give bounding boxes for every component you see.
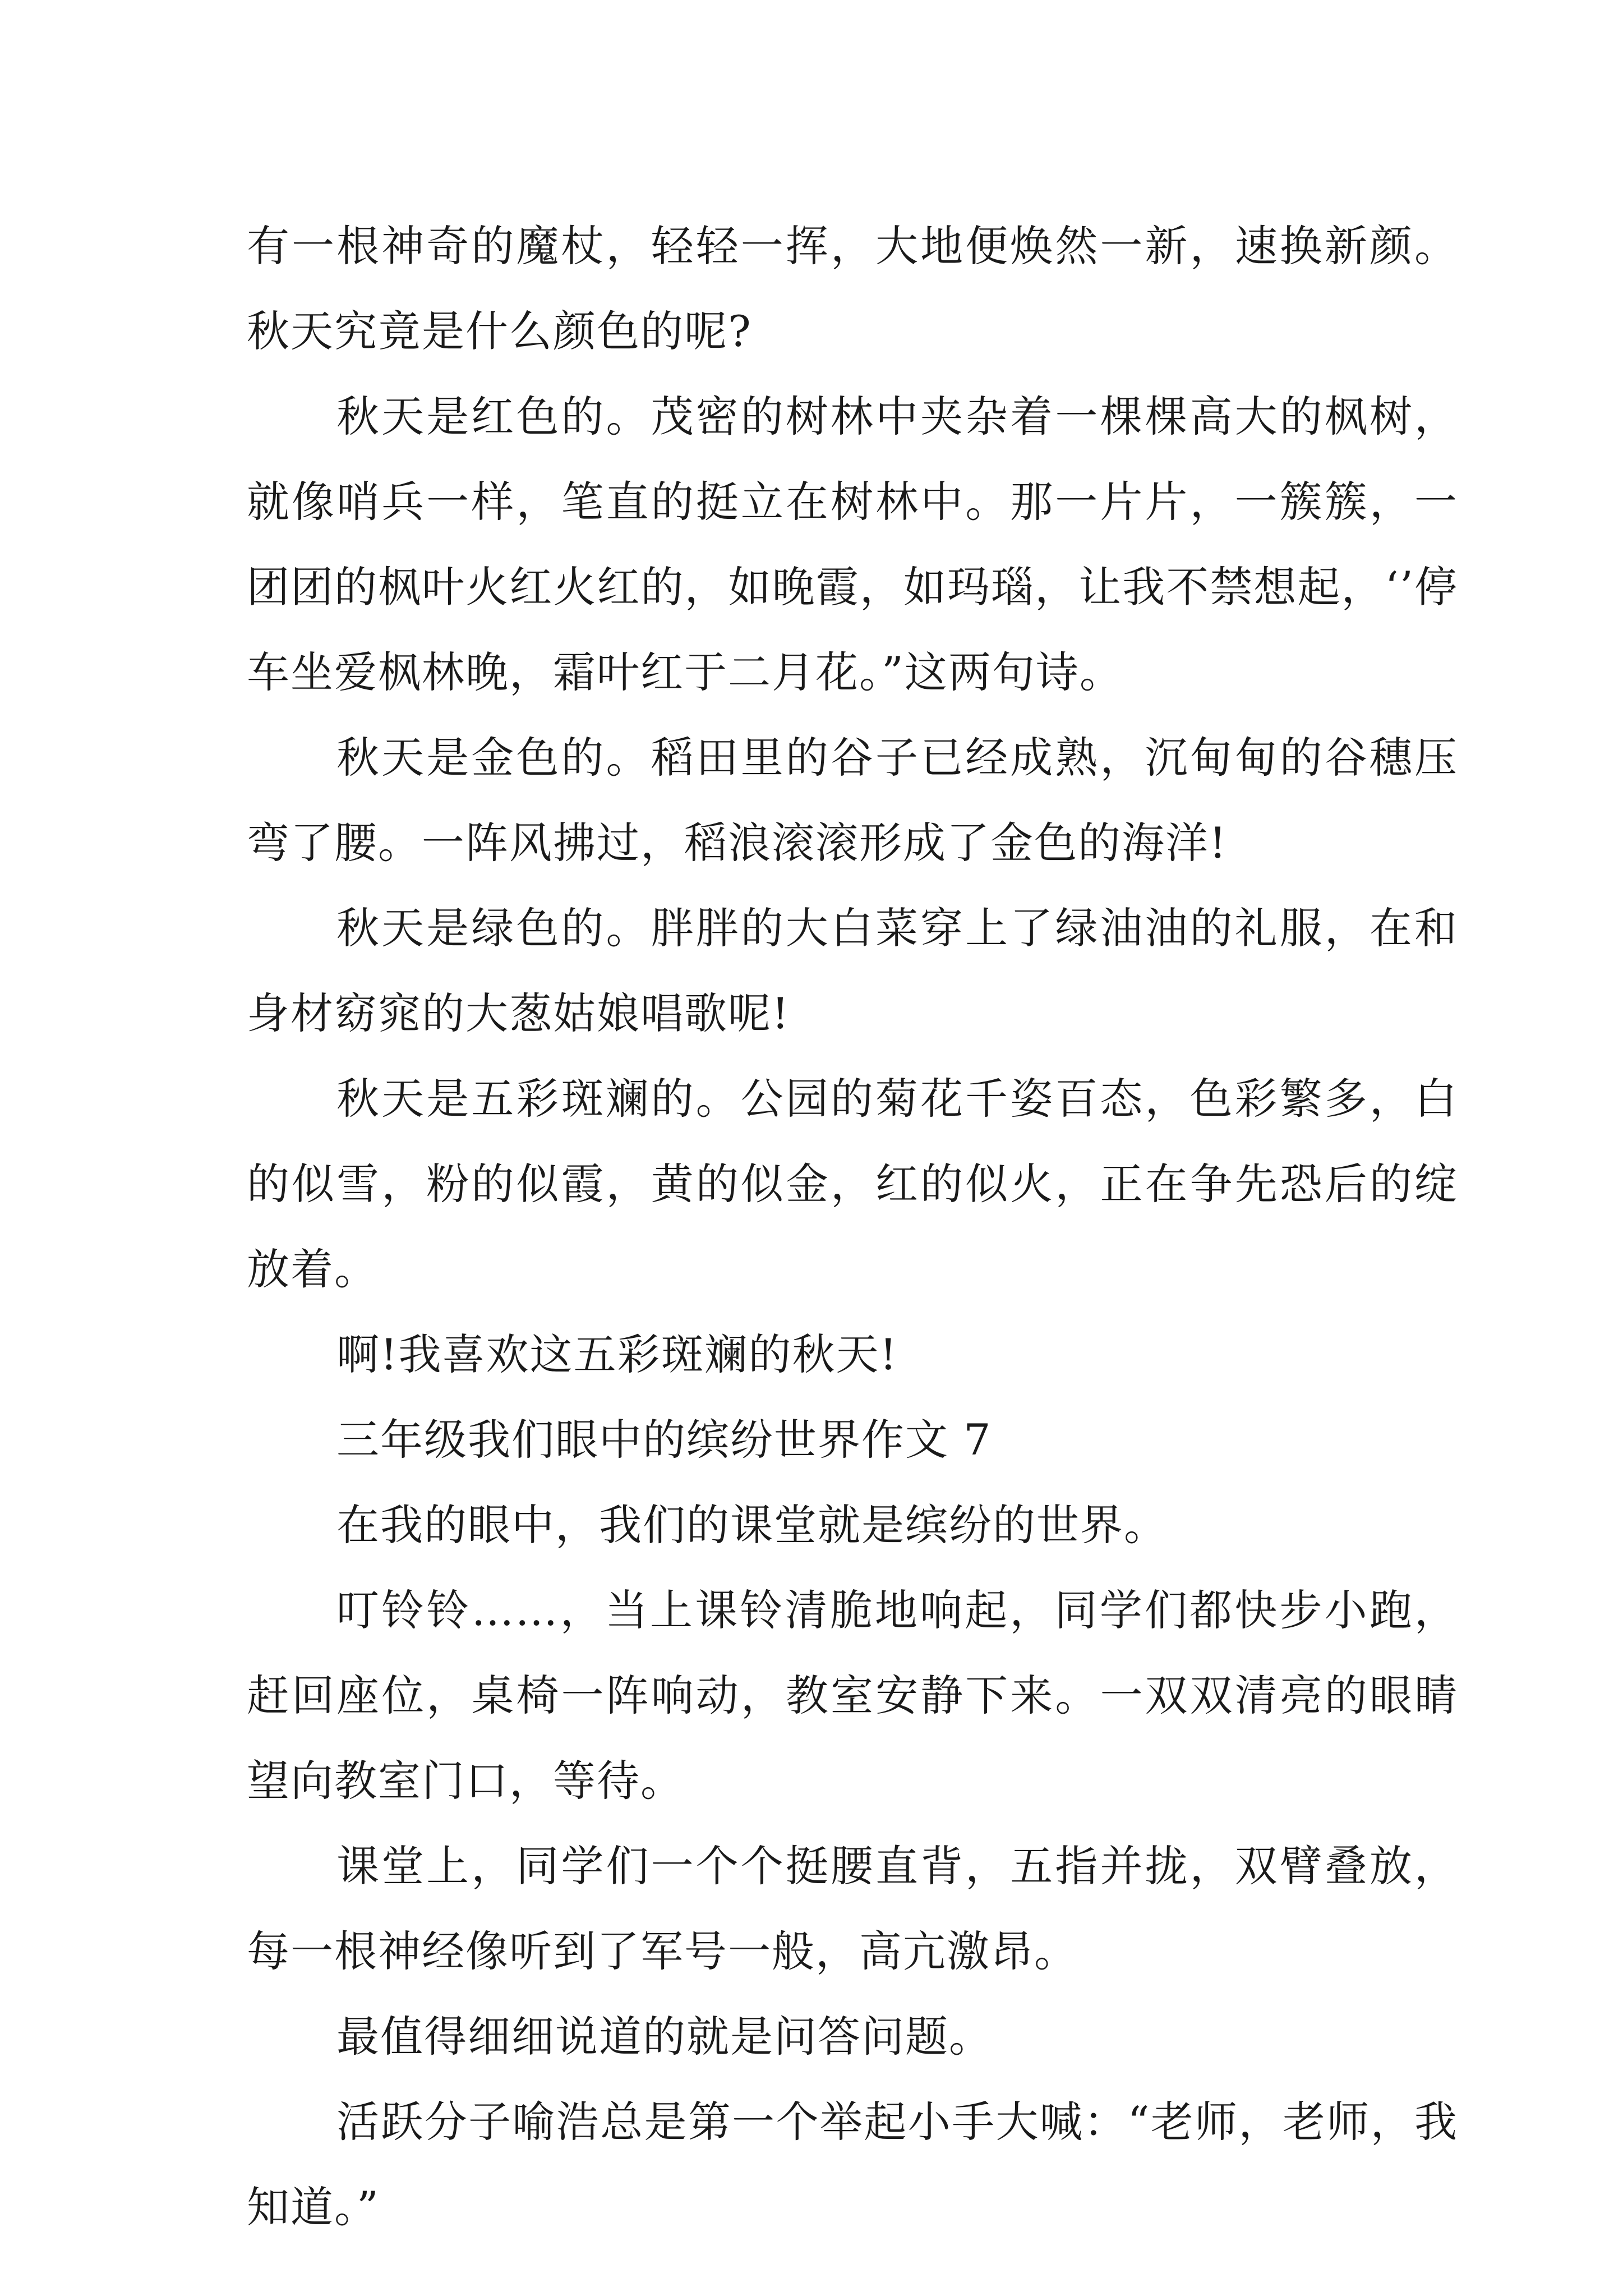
paragraph-12: 活跃分子喻浩总是第一个举起小手大喊：“老师，老师，我知道。” xyxy=(247,2097,1458,2232)
paragraph-9: 叮铃铃……，当上课铃清脆地响起，同学们都快步小跑，赶回座位，桌椅一阵响动，教室安静下来。一双双清亮的眼睛望向教室门口，等待。 xyxy=(247,1585,1458,1806)
paragraph-3: 秋天是金色的。稻田里的谷子已经成熟，沉甸甸的谷穗压弯了腰。一阵风拂过，稻浪滚滚形成了金色的海洋! xyxy=(247,733,1458,868)
paragraph-4: 秋天是绿色的。胖胖的大白菜穿上了绿油油的礼服，在和身材窈窕的大葱姑娘唱歌呢! xyxy=(247,903,1458,1038)
paragraph-2: 秋天是红色的。茂密的树林中夹杂着一棵棵高大的枫树，就像哨兵一样，笔直的挺立在树林中。那一片片，一簇簇，一团团的枫叶火红火红的，如晚霞，如玛瑙，让我不禁想起，‘’停车坐爱枫林晚，霜叶红于二月花。”这两句诗。 xyxy=(247,392,1458,697)
section-heading: 三年级我们眼中的缤纷世界作文 7 xyxy=(336,1415,992,1465)
paragraph-8: 在我的眼中，我们的课堂就是缤纷的世界。 xyxy=(336,1500,1168,1550)
paragraph-6: 啊!我喜欢这五彩斑斓的秋天! xyxy=(336,1329,898,1379)
paragraph-10: 课堂上，同学们一个个挺腰直背，五指并拢，双臂叠放，每一根神经像听到了军号一般，高亢激昂。 xyxy=(247,1841,1458,1976)
paragraph-11: 最值得细细说道的就是问答问题。 xyxy=(336,2012,993,2062)
document-body xyxy=(247,204,1458,2250)
paragraph-1: 有一根神奇的魔杖，轻轻一挥，大地便焕然一新，速换新颜。秋天究竟是什么颜色的呢? xyxy=(247,221,1458,356)
paragraph-5: 秋天是五彩斑斓的。公园的菊花千姿百态，色彩繁多，白的似雪，粉的似霞，黄的似金，红的似火，正在争先恐后的绽放着。 xyxy=(247,1074,1458,1294)
